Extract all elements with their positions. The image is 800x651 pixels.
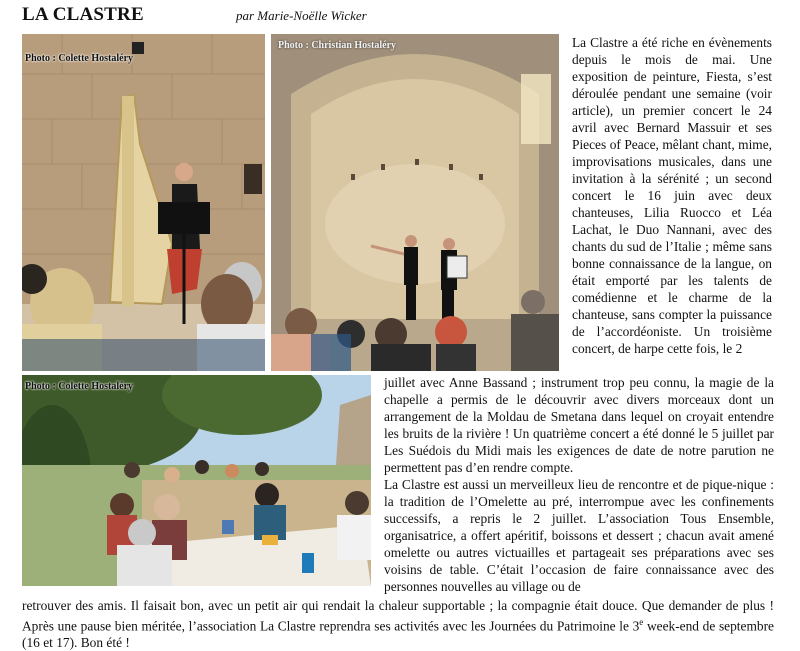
article-paragraph-2-main: retrouver des amis. Il faisait bon, avec un petit air qui rendait la chaleur supportable ; la compagnie était douce. Que demander de plus ! Après une pause bien méritée, l’association La Clastre reprendra ses activités avec les Journées du Patrimoine le 3 (22, 598, 774, 634)
harp-photo (22, 34, 265, 371)
picnic-photo (22, 375, 371, 586)
article-column-lower-right (384, 374, 774, 595)
article-paragraph-2-end: week-end de septembre (16 et 17). Bon été ! (22, 618, 774, 651)
harp-photo-credit: Photo : Colette Hostaléry (25, 53, 134, 64)
picnic-photo-credit: Photo : Colette Hostaléry (25, 381, 134, 392)
article-paragraph-1-continued: juillet avec Anne Bassand ; instrument trop peu connu, la magie de la chapelle a permis de le découvrir avec divers morceaux dont un arrangement de la Moldau de Smetana dans lequel on croyait entendre les bruits de la rivière ! Un quatrième concert a été donné le 5 juillet par Les Suédois du Midi mais les exigences de date de notre parution ne permettent pas d’en rendre compte. (384, 375, 774, 475)
concert-photo (271, 34, 559, 371)
article-paragraph-2-continued (22, 597, 774, 651)
concert-photo-credit: Photo : Christian Hostaléry (278, 40, 397, 51)
article-paragraph-2: La Clastre est aussi un merveilleux lieu de rencontre et de pique-nique : la tradition de l’Omelette au pré, interrompue avec les confinements successifs, a repris le 2 juillet. L’association Tous Ensemble, organisatrice, a offert apéritif, boissons et dessert ; chacun avait amené omelette ou autres victuailles et partageait ses préparations avec ses voisins de table. C’était l’occasion de faire connaissance avec des personnes nouvelles au village ou de (384, 477, 774, 594)
article-paragraph-1-column: La Clastre a été riche en évènements depuis le mois de mai. Une exposition de peinture, Fiesta, s’est déroulée pendant une semaine (voir article), un premier concert le 24 avril avec Bernard Massuir et ses Pieces of Peace, mêlant chant, mime, improvisations musicales, dans une invitation à la sérénité ; un second concert le 16 juin avec deux chanteuses, Lilia Ruocco et Léa Lachat, le Duo Nannani, avec des chants du sud de l’Italie ; même sans bonne connaissance de la langue, on était emporté par les talents de comédienne et le charme de la chanteuse, sans compter la puissance de l’accordéoniste. Un troisième concert, de harpe cette fois, le 2 (572, 35, 772, 356)
article-author: par Marie-Noëlle Wicker (236, 8, 367, 23)
article-column-right (572, 34, 772, 357)
ordinal-superscript: e (639, 617, 644, 627)
article-bottom-text (22, 597, 774, 651)
article-title: LA CLASTRE (22, 4, 144, 25)
